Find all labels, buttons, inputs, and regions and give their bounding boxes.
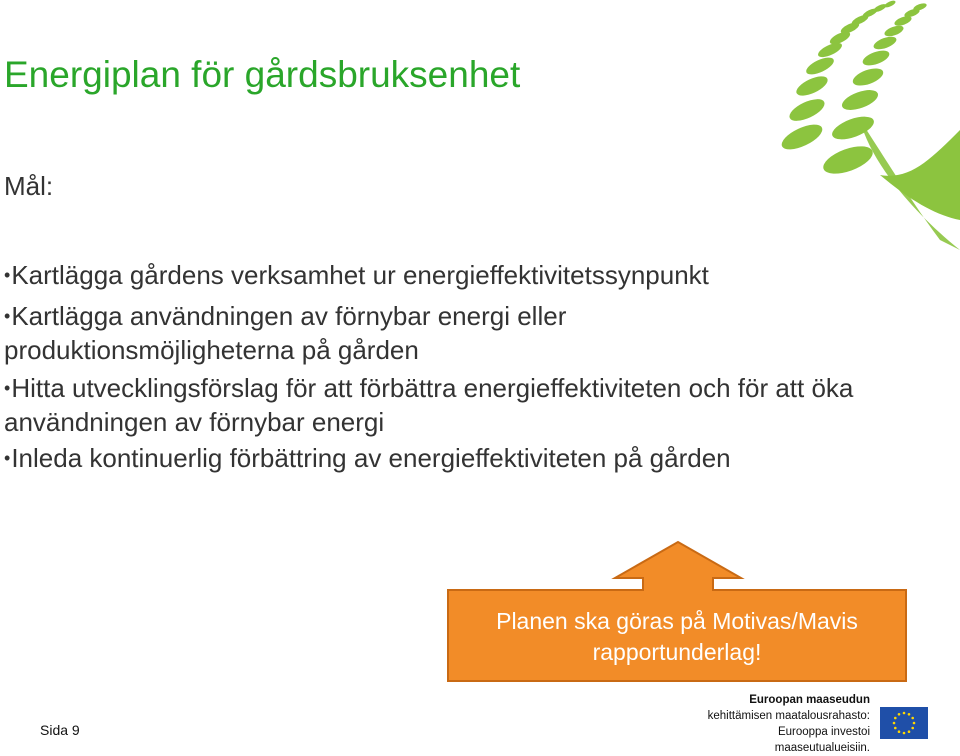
- bullet-text: Kartlägga användningen av förnybar energi eller produktionsmöjligheterna på gården: [4, 301, 567, 365]
- page-number: Sida 9: [40, 722, 80, 738]
- bullet-text: Kartlägga gårdens verksamhet ur energieffektivitetssynpunkt: [11, 260, 709, 290]
- bullet-dot: •: [4, 448, 11, 468]
- callout-line-1: Planen ska göras på Motivas/Mavis: [496, 608, 858, 634]
- bullet-dot: •: [4, 306, 11, 326]
- bullet-item: [4, 258, 864, 292]
- bullet-list: [4, 258, 864, 475]
- slide-title: Energiplan för gårdsbruksenhet: [4, 54, 521, 95]
- bullet-text: Inleda kontinuerlig förbättring av energieffektiviteten på gården: [11, 443, 731, 473]
- eu-funding-text: [690, 692, 870, 756]
- eu-flag-icon: [880, 707, 928, 739]
- callout-box: [445, 540, 909, 684]
- eu-line-2: kehittämisen maatalousrahasto:: [707, 710, 870, 722]
- bullet-item: [4, 371, 864, 439]
- bullet-item: [4, 441, 864, 475]
- leaf-stripes-logo: [760, 0, 960, 250]
- bullet-dot: •: [4, 265, 11, 285]
- callout-text: [450, 606, 904, 668]
- bullet-dot: •: [4, 378, 11, 398]
- eu-line-1: Euroopan maaseudun: [749, 694, 870, 706]
- bullet-item: [4, 299, 864, 367]
- callout-line-2: rapportunderlag!: [592, 639, 762, 665]
- goal-label: Mål:: [4, 171, 54, 201]
- bullet-text: Hitta utvecklingsförslag för att förbättra energieffektiviteten och för att öka användningen av förnybar energi: [4, 373, 854, 437]
- eu-line-3: Eurooppa investoi maaseutualueisiin.: [774, 726, 870, 754]
